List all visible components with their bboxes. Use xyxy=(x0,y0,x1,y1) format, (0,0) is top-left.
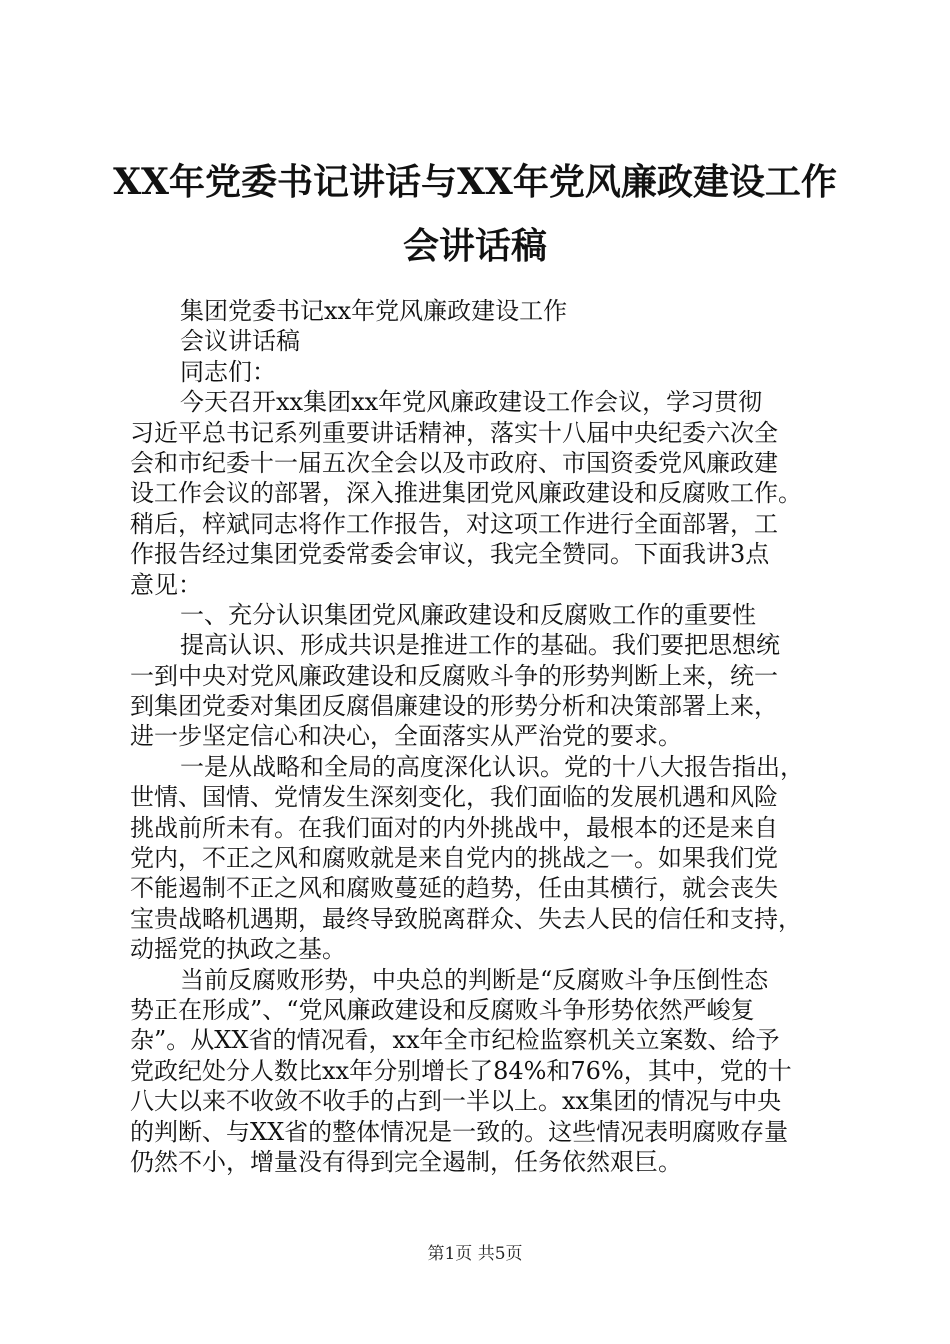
body-text-line: 当前反腐败形势，中央总的判断是“反腐败斗争压倒性态 xyxy=(180,965,769,994)
body-text-line: 势正在形成”、“党风廉政建设和反腐败斗争形势依然严峻复 xyxy=(130,995,755,1024)
body-text-line: 集团党委书记xx年党风廉政建设工作 xyxy=(180,297,568,325)
document-body xyxy=(130,296,834,1177)
body-text-line: 稍后，梓斌同志将作工作报告，对这项工作进行全面部署，工 xyxy=(130,509,778,538)
body-text-line: 不能遏制不正之风和腐败蔓延的趋势，任由其横行，就会丧失 xyxy=(130,874,778,903)
body-text-line: 到集团党委对集团反腐倡廉建设的形势分析和决策部署上来， xyxy=(130,692,778,721)
body-text-line: 习近平总书记系列重要讲话精神，落实十八届中央纪委六次全 xyxy=(130,418,778,447)
body-text-line: 的判断、与XX省的整体情况是一致的。这些情况表明腐败存量 xyxy=(130,1117,789,1146)
body-text-line: 党内，不正之风和腐败就是来自党内的挑战之一。如果我们党 xyxy=(130,844,778,873)
page-footer: 第1页 共5页 xyxy=(427,1244,523,1264)
document-title-line-1: XX年党委书记讲话与XX年党风廉政建设工作 xyxy=(113,161,837,203)
body-text-line: 会议讲话稿 xyxy=(180,327,300,356)
body-text-line: 进一步坚定信心和决心，全面落实从严治党的要求。 xyxy=(130,722,682,751)
body-text-line: 挑战前所未有。在我们面对的内外挑战中，最根本的还是来自 xyxy=(130,813,778,842)
document-title-line-2: 会讲话稿 xyxy=(402,225,547,267)
body-text-line: 设工作会议的部署，深入推进集团党风廉政建设和反腐败工作。 xyxy=(130,479,802,508)
body-text-line: 一是从战略和全局的高度深化认识。党的十八大报告指出， xyxy=(180,752,804,781)
body-text-line: 党政纪处分人数比xx年分别增长了84%和76%，其中，党的十 xyxy=(130,1056,792,1085)
body-text-line: 一、充分认识集团党风廉政建设和反腐败工作的重要性 xyxy=(180,600,756,629)
body-text-line: 一到中央对党风廉政建设和反腐败斗争的形势判断上来，统一 xyxy=(130,661,778,690)
body-text-line: 杂”。从XX省的情况看，xx年全市纪检监察机关立案数、给予 xyxy=(130,1026,780,1055)
body-text-line: 仍然不小，增量没有得到完全遏制，任务依然艰巨。 xyxy=(130,1147,682,1176)
body-text-line: 今天召开xx集团xx年党风廉政建设工作会议，学习贯彻 xyxy=(180,388,763,417)
body-text-line: 宝贵战略机遇期，最终导致脱离群众、失去人民的信任和支持， xyxy=(130,904,802,933)
body-text-line: 动摇党的执政之基。 xyxy=(130,935,346,964)
body-text-line: 世情、国情、党情发生深刻变化，我们面临的发展机遇和风险 xyxy=(130,783,778,812)
body-text-line: 提高认识、形成共识是推进工作的基础。我们要把思想统 xyxy=(180,631,780,660)
body-text-line: 八大以来不收敛不收手的占到一半以上。xx集团的情况与中央 xyxy=(130,1087,782,1116)
body-text-line: 同志们： xyxy=(180,357,276,386)
body-text-line: 会和市纪委十一届五次全会以及市政府、市国资委党风廉政建 xyxy=(130,448,778,477)
body-text-line: 作报告经过集团党委常委会审议，我完全赞同。下面我讲3点 xyxy=(130,540,770,569)
body-text-line: 意见： xyxy=(130,570,202,599)
